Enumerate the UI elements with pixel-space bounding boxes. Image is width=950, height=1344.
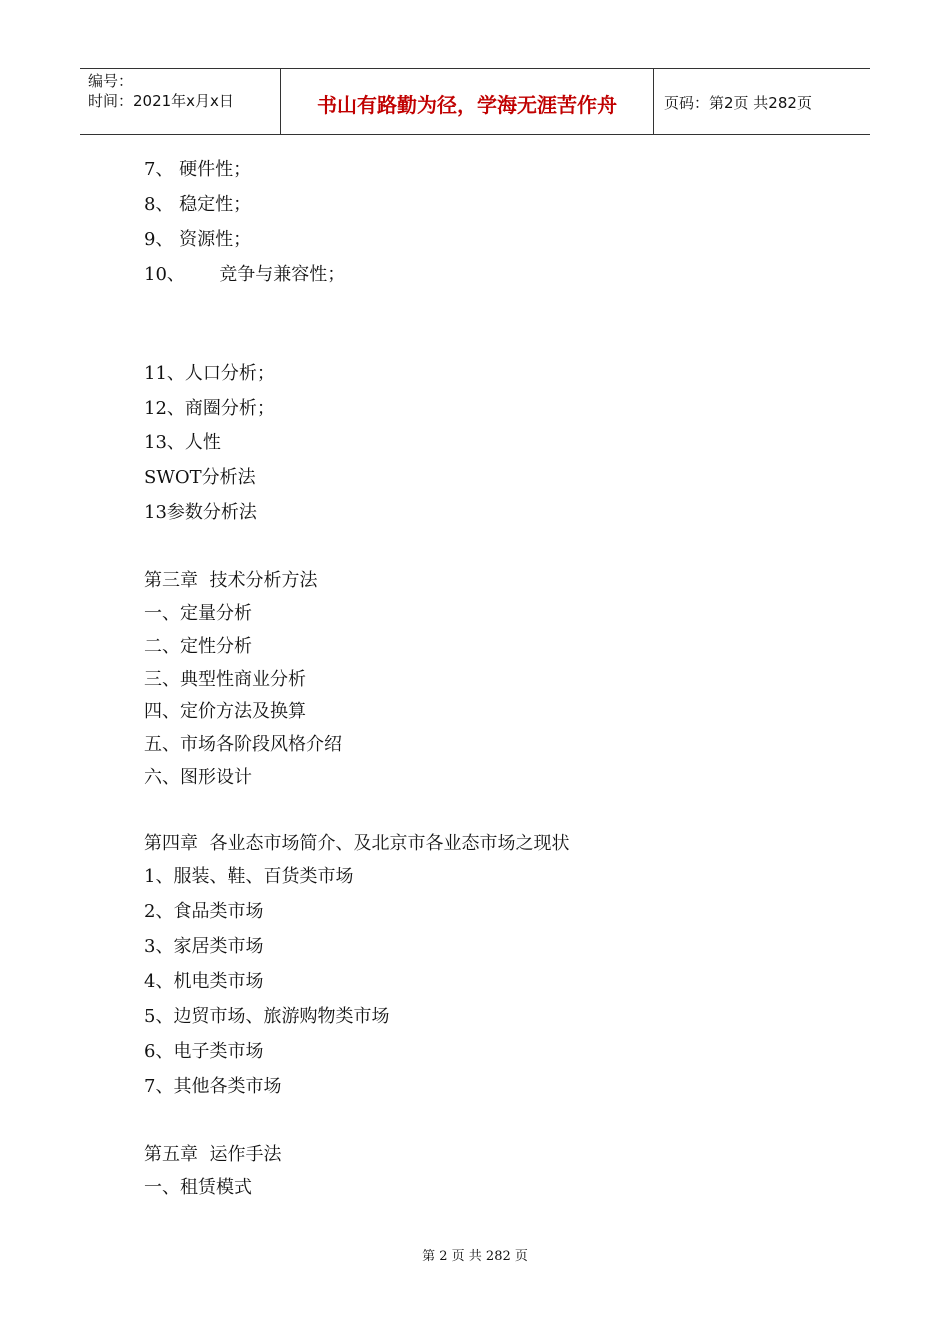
chapter-heading: 第五章 运作手法 (144, 1144, 282, 1165)
list-item: 5、边贸市场、旅游购物类市场 (144, 1006, 390, 1027)
list-item: 1、服装、鞋、百货类市场 (144, 866, 354, 887)
document-number-label: 编号： (88, 72, 134, 90)
chapter-heading: 第三章 技术分析方法 (144, 570, 318, 591)
page-header (80, 68, 870, 135)
header-page-info: 页码：第2页 共282页 (664, 94, 812, 112)
list-item: 2、食品类市场 (144, 901, 264, 922)
list-item: 一、定量分析 (144, 603, 252, 624)
list-item: 12、商圈分析； (144, 398, 275, 419)
list-item: 13参数分析法 (144, 502, 257, 523)
list-item: 五、市场各阶段风格介绍 (144, 734, 342, 755)
list-item: 4、机电类市场 (144, 971, 264, 992)
header-motto: 书山有路勤为径，学海无涯苦作舟 (281, 69, 654, 134)
list-item: 7、其他各类市场 (144, 1076, 282, 1097)
document-time-label: 时间：2021年x月x日 (88, 92, 234, 110)
list-item: 二、定性分析 (144, 636, 252, 657)
list-item: 六、图形设计 (144, 767, 252, 788)
header-meta (80, 69, 281, 134)
list-item: 11、人口分析； (144, 363, 275, 384)
chapter-heading: 第四章 各业态市场简介、及北京市各业态市场之现状 (144, 833, 570, 854)
list-item: 一、租赁模式 (144, 1177, 252, 1198)
page-footer: 第 2 页 共 282 页 (422, 1249, 528, 1264)
list-item: SWOT分析法 (144, 467, 256, 488)
list-item: 13、人性 (144, 432, 221, 453)
list-item: 7、 硬件性； (144, 159, 252, 180)
list-item: 8、 稳定性； (144, 194, 252, 215)
list-item: 9、 资源性； (144, 229, 252, 250)
list-item: 10、 竞争与兼容性； (144, 264, 346, 285)
list-item: 3、家居类市场 (144, 936, 264, 957)
list-item: 6、电子类市场 (144, 1041, 264, 1062)
list-item: 四、定价方法及换算 (144, 701, 306, 722)
list-item: 三、典型性商业分析 (144, 669, 306, 690)
